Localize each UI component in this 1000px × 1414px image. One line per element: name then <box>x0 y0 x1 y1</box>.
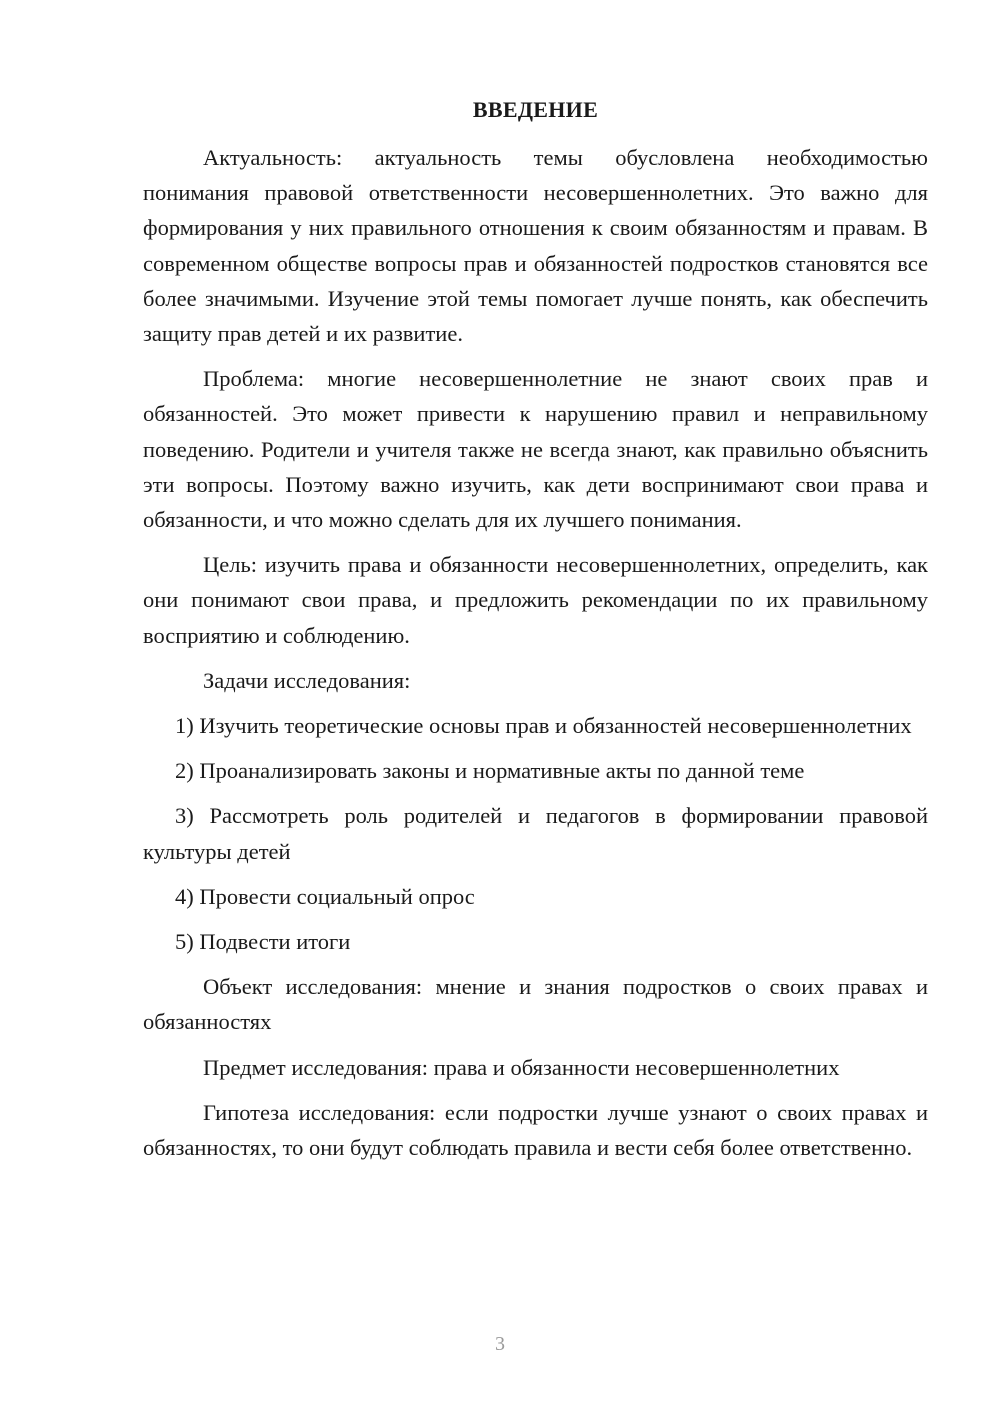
relevance-paragraph: Актуальность: актуальность темы обусловлена необходимостью понимания правовой ответственности несовершеннолетних. Это важно для формирования у них правильного отношения к своим обязанностям и правам. В современном обществе вопросы прав и обязанностей подростков становятся все более значимыми. Изучение этой темы помогает лучше понять, как обеспечить защиту прав детей и их развитие. <box>143 145 928 347</box>
page-title: ВВЕДЕНИЕ <box>472 97 599 122</box>
task-item-1: 1) Изучить теоретические основы прав и обязанностей несовершеннолетних <box>175 713 912 739</box>
task-item-3: 3) Рассмотреть роль родителей и педагогов в формировании правовой культуры детей <box>143 803 928 864</box>
page-number: 3 <box>495 1333 505 1355</box>
task-item-4: 4) Провести социальный опрос <box>175 883 475 909</box>
document-page <box>143 92 928 1175</box>
hypothesis-paragraph: Гипотеза исследования: если подростки лучше узнают о своих правах и обязанностях, то они будут соблюдать правила и вести себя более ответственно. <box>143 1099 928 1161</box>
task-item-5: 5) Подвести итоги <box>175 929 351 955</box>
goal-paragraph: Цель: изучить права и обязанности несовершеннолетних, определить, как они понимают свои права, и предложить рекомендации по их правильному восприятию и соблюдению. <box>143 552 928 648</box>
object-paragraph: Объект исследования: мнение и знания подростков о своих правах и обязанностях <box>143 974 928 1035</box>
subject-paragraph: Предмет исследования: права и обязанности несовершеннолетних <box>203 1054 840 1080</box>
tasks-heading: Задачи исследования: <box>203 667 411 693</box>
problem-paragraph: Проблема: многие несовершеннолетние не знают своих прав и обязанностей. Это может привести к нарушению правил и неправильному поведению. Родители и учителя также не всегда знают, как правильно объяснить эти вопросы. Поэтому важно изучить, как дети воспринимают свои права и обязанности, и что можно сделать для их лучшего понимания. <box>143 366 928 533</box>
task-item-2: 2) Проанализировать законы и нормативные акты по данной теме <box>175 758 805 784</box>
